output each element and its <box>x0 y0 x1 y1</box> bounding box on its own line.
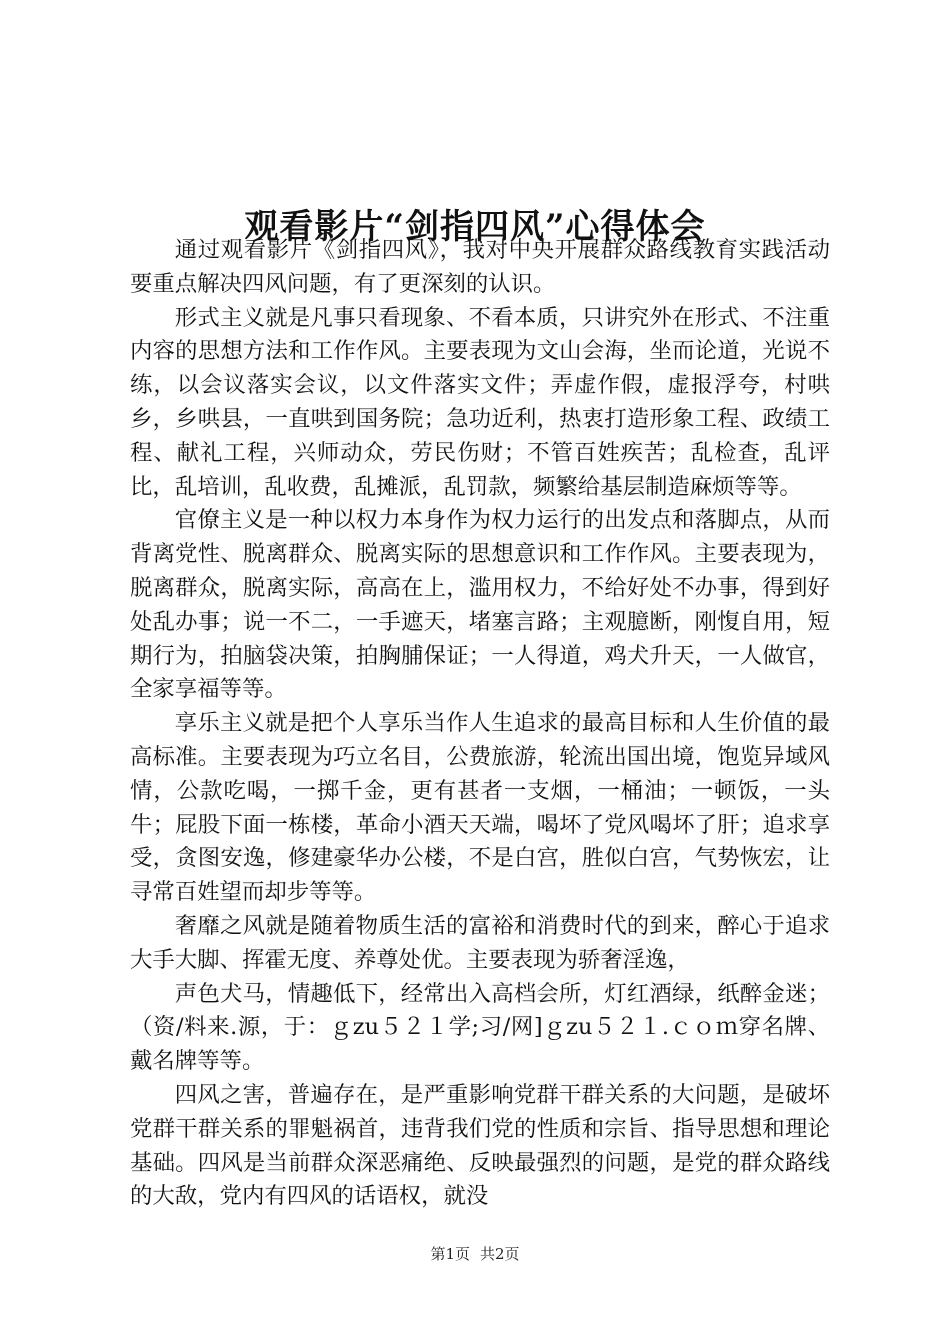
paragraph-harm: 四风之害，普遍存在，是严重影响党群干群关系的大问题，是破坏党群干群关系的罪魁祸首，违背我们党的性质和宗旨、指导思想和理论基础。四风是当前群众深恶痛绝、反映最强烈的问题，是党的群众路线的大敌，党内有四风的话语权，就没 <box>130 1081 830 1210</box>
paragraph-hedonism: 享乐主义就是把个人享乐当作人生追求的最高目标和人生价值的最高标准。主要表现为巧立名目，公费旅游，轮流出国出境，饱览异域风情，公款吃喝，一掷千金，更有甚者一支烟，一桶油；一顿饭，一头牛；屁股下面一栋楼，革命小酒天天端，喝坏了党风喝坏了肝；追求享受，贪图安逸，修建豪华办公楼，不是白宫，胜似白宫，气势恢宏，让寻常百姓望而却步等等。 <box>130 710 830 906</box>
page-number: 第1页 <box>430 1245 470 1263</box>
paragraph-intro: 通过观看影片《剑指四风》，我对中央开展群众路线教育实践活动要重点解决四风问题，有了更深刻的认识。 <box>130 237 830 297</box>
document-body <box>130 234 830 1214</box>
document-title: 观看影片“剑指四风”心得体会 <box>244 206 706 247</box>
paragraph-bureaucratism: 官僚主义是一种以权力本身作为权力运行的出发点和落脚点，从而背离党性、脱离群众、脱离实际的思想意识和工作作风。主要表现为，脱离群众，脱离实际，高高在上，滥用权力，不给好处不办事，得到好处乱办事；说一不二，一手遮天，堵塞言路；主观臆断，刚愎自用，短期行为，拍脑袋决策，拍胸脯保证；一人得道，鸡犬升天，一人做官，全家享福等等。 <box>130 507 830 703</box>
paragraph-extravagance: 奢靡之风就是随着物质生活的富裕和消费时代的到来，醉心于追求大手大脚、挥霍无度、养尊处优。主要表现为骄奢淫逸， <box>130 912 830 973</box>
page-footer <box>0 1244 950 1264</box>
paragraph-formalism: 形式主义就是凡事只看现象、不看本质，只讲究外在形式、不注重内容的思想方法和工作作风。主要表现为文山会海，坐而论道，光说不练，以会议落实会议，以文件落实文件；弄虚作假，虚报浮夸，村哄乡，乡哄县，一直哄到国务院；急功近利，热衷打造形象工程、政绩工程、献礼工程，兴师动众，劳民伤财；不管百姓疾苦；乱检查，乱评比，乱培训，乱收费，乱摊派，乱罚款，频繁给基层制造麻烦等等。 <box>130 304 830 500</box>
paragraph-extravagance-continued: 声色犬马，情趣低下，经常出入高档会所，灯红酒绿，纸醉金迷；（资/料来.源，于：ｇzu５２１学;习/网]ｇzu５２１.ｃｏｍ穿名牌、戴名牌等等。 <box>130 980 830 1075</box>
page-total: 共2页 <box>480 1245 520 1263</box>
